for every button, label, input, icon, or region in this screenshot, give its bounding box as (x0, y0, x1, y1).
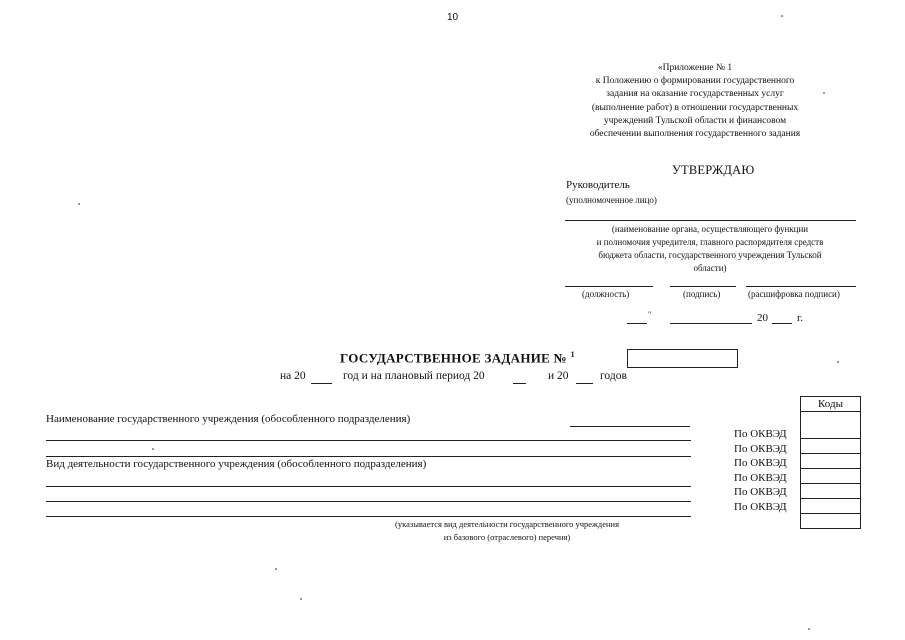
annex-line: задания на оказание государственных услуг (606, 89, 784, 100)
codes-cell[interactable] (801, 454, 860, 469)
planning-year1-line[interactable] (513, 383, 526, 384)
annex-line: учреждений Тульской области и финансовом (603, 115, 787, 126)
codes-cell[interactable] (801, 469, 860, 484)
position-line[interactable] (565, 286, 653, 287)
okved-label: По ОКВЭД (734, 443, 787, 455)
okved-label: По ОКВЭД (734, 501, 787, 513)
scan-speck (152, 448, 154, 450)
approval-year-prefix: 20 (757, 312, 768, 324)
planning-year2-line[interactable] (576, 383, 593, 384)
date-month-line[interactable] (670, 323, 752, 324)
activity-type-line[interactable] (46, 486, 691, 487)
scan-speck (837, 361, 839, 363)
authorized-person-label: (уполномоченное лицо) (566, 195, 657, 205)
decoding-caption: (расшифровка подписи) (748, 289, 840, 299)
org-caption-line: бюджета области, государственного учреждения Тульской (598, 250, 822, 260)
annex-line: к Положению о формировании государственного (595, 76, 795, 87)
okved-label: По ОКВЭД (734, 472, 787, 484)
signature-caption: (подпись) (683, 289, 721, 299)
annex-reference (560, 62, 830, 141)
signature-line[interactable] (670, 286, 736, 287)
activity-note-line: (указывается вид деятельности государственного учреждения (395, 519, 619, 529)
codes-header: Коды (801, 397, 860, 412)
assignment-number-field[interactable] (627, 349, 738, 368)
codes-cell[interactable] (801, 514, 860, 528)
approval-year-line[interactable] (772, 323, 792, 324)
org-caption-line: и полномочия учредителя, главного распорядителя средств (596, 237, 824, 247)
scan-speck (78, 203, 80, 205)
scan-speck (808, 628, 810, 630)
footnote-mark: 1 (570, 350, 575, 359)
date-day-line[interactable] (627, 323, 647, 324)
okved-label: По ОКВЭД (734, 457, 787, 469)
activity-type-line[interactable] (46, 501, 691, 502)
institution-name-label: Наименование государственного учреждения (обособленного подразделения) (46, 413, 411, 425)
institution-name-line[interactable] (570, 426, 690, 427)
codes-cell[interactable] (801, 499, 860, 514)
page-number: 10 (446, 12, 459, 23)
annex-line: «Приложение № 1 (657, 63, 733, 73)
codes-cell[interactable] (801, 412, 860, 439)
codes-cell[interactable] (801, 484, 860, 499)
org-name-caption (560, 223, 860, 275)
period-prefix: на 20 (280, 370, 306, 382)
okved-label: По ОКВЭД (734, 486, 787, 498)
head-label: Руководитель (566, 179, 630, 191)
codes-table (800, 396, 861, 529)
scan-speck (275, 568, 277, 570)
period-year-line[interactable] (311, 383, 332, 384)
approval-title: УТВЕРЖДАЮ (672, 163, 755, 177)
activity-note (352, 518, 662, 544)
activity-type-line[interactable] (46, 516, 691, 517)
position-caption: (должность) (582, 289, 630, 299)
assignment-title-text: ГОСУДАРСТВЕННОЕ ЗАДАНИЕ № (340, 350, 568, 366)
activity-note-line: из базового (отраслевого) перечня) (443, 532, 571, 542)
okved-label: По ОКВЭД (734, 428, 787, 440)
org-name-line[interactable] (565, 220, 856, 221)
scan-speck (781, 15, 783, 17)
org-caption-line: области) (693, 263, 727, 273)
approval-year-suffix: г. (797, 312, 804, 324)
signature-decoding-line[interactable] (746, 286, 856, 287)
activity-type-label: Вид деятельности государственного учреждения (обособленного подразделения) (46, 458, 427, 470)
period-middle: год и на плановый период 20 (343, 370, 485, 382)
period-and: и 20 (548, 370, 569, 382)
period-suffix: годов (600, 370, 627, 382)
scan-speck (300, 598, 302, 600)
codes-cell[interactable] (801, 439, 860, 454)
institution-name-line[interactable] (46, 440, 691, 441)
date-quote-mark: " (648, 310, 652, 319)
annex-line: обеспечении выполнения государственного задания (589, 129, 801, 140)
assignment-title (340, 350, 575, 366)
institution-name-line[interactable] (46, 456, 691, 457)
scan-speck (823, 92, 825, 94)
org-caption-line: (наименование органа, осуществляющего функции (611, 224, 809, 234)
annex-line: (выполнение работ) в отношении государственных (591, 102, 799, 113)
